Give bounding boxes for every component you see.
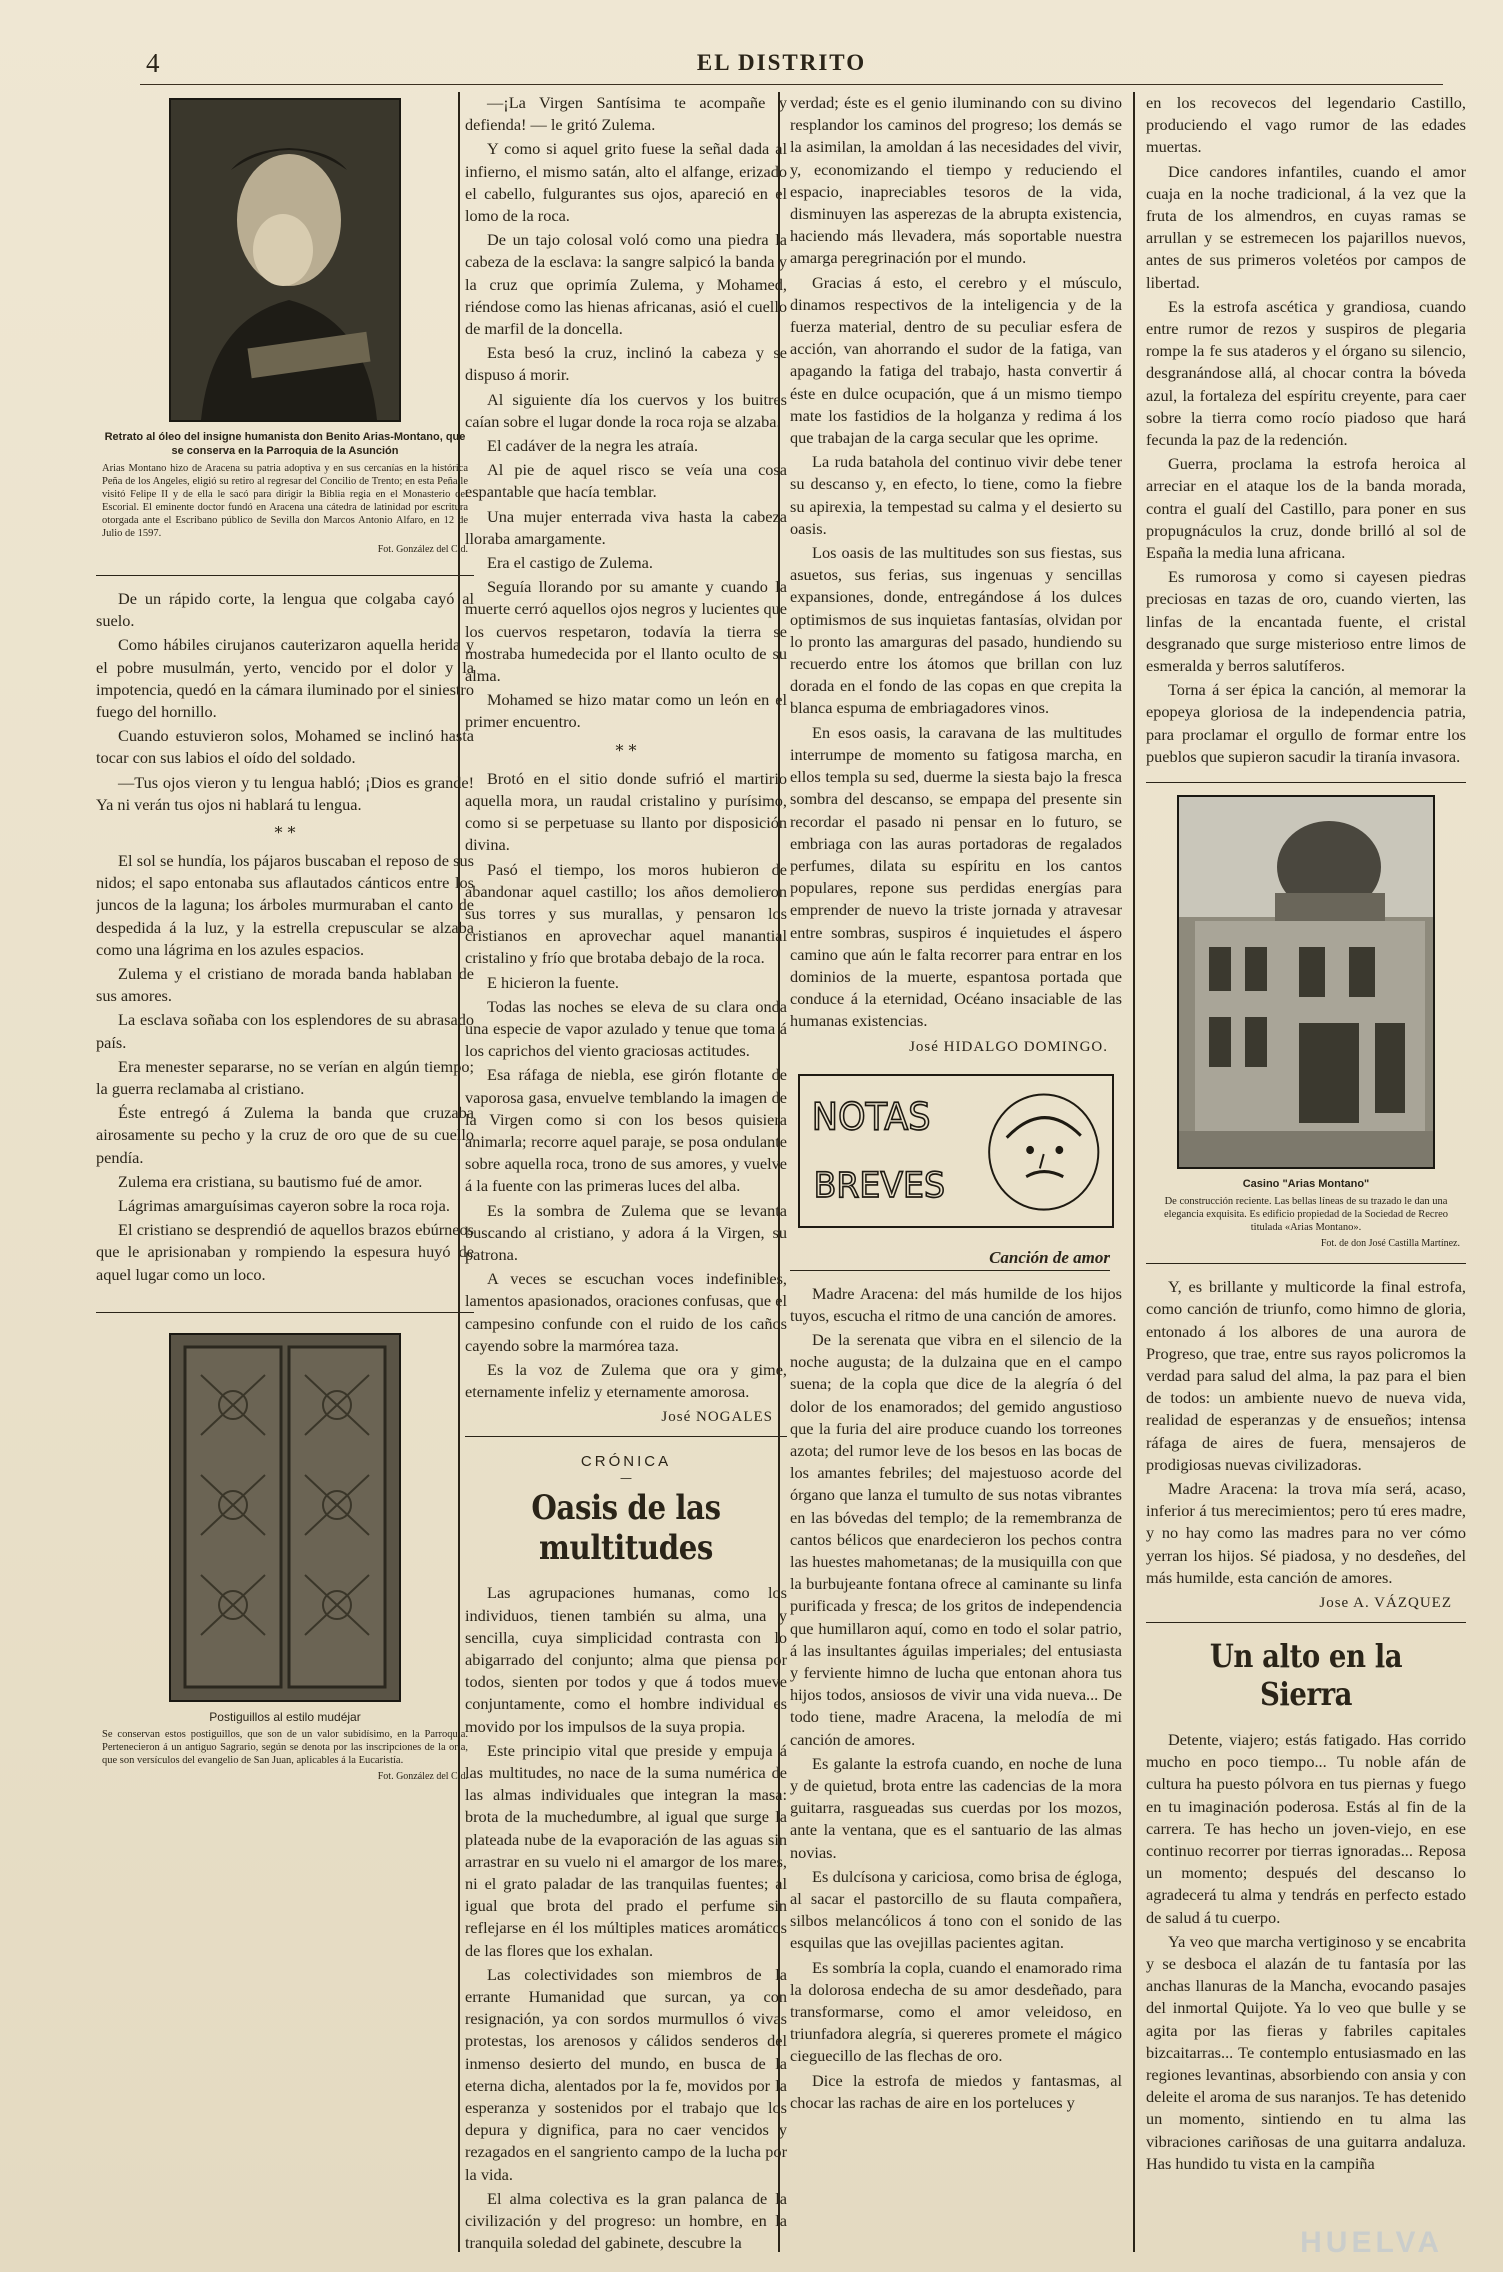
author-signature: José HIDALGO DOMINGO. [909,1038,1108,1055]
column-rule [1133,92,1135,2252]
paragraph: Es la voz de Zulema que ora y gime, eternamente infeliz y eternamente amorosa. [465,1359,787,1402]
paragraph: Es rumorosa y como si cayesen piedras preciosas en tazas de oro, cuando vierten, las linfas de la encantada fuente, el cristal desgranado que surge misterioso entre limos de esmeralda y berros salutíferos. [1146,567,1466,676]
paragraph: Torna á ser épica la canción, al memorar la epopeya gloriosa de la independencia patria, para proclamar el orgullo de formar entre los pueblos que supieron sacudir la tiranía invasora. [1146,680,1466,766]
page-header [140,48,1423,78]
breves-title: BREVES [813,1164,946,1206]
column-2 [445,92,787,2252]
divider [96,575,474,576]
casino-photo [1177,795,1435,1169]
casino-caption-title: Casino "Arias Montano" [1242,1178,1370,1191]
article-continuation [790,92,1122,1033]
paragraph: El alma colectiva es la gran palanca de la civilización y del progreso: un hombre, en la tranquila soledad del gabinete, descubre la [465,2188,787,2252]
paragraph: Era el castigo de Zulema. [487,553,653,573]
section-kicker: CRÓNICA [580,1453,672,1471]
paragraph: El cristiano se desprendió de aquellos brazos ebúrneos que le aprisionaban y rompiendo la espesura huyó de aquel lugar como un loco. [96,1220,474,1284]
paragraph: Al siguiente día los cuervos y los buitres caían sobre el lugar donde la roca roja se alzaba. [465,389,787,431]
paragraph: —¡La Virgen Santísima te acompañe y defienda! — le gritó Zulema. [465,93,787,135]
paragraph: E hicieron la fuente. [487,972,619,992]
divider [1146,1263,1466,1264]
alto-sierra-body [1146,1729,1466,2175]
paragraph: Es sombría la copla, cuando el enamorado rima la dolorosa endecha de su amor desdeñado, para transformarse, como el amor veleidoso, en triunfadora alegría, si quereres promete el mágico cieguecillo de las flechas de oro. [790,1957,1122,2066]
notas-breves-drawing [800,1076,1112,1226]
paragraph: En esos oasis, la caravana de las multitudes interrumpe de momento su fatigosa marcha, en ellos templa su sed, duerme la siesta bajo la fresca sombra del descanso, se empapa del presente sin recordar el pasado ni pensar en lo futuro, se embriaga con las auras portadoras de regalados perfumes, dilata su espíritu en los cantos populares, repone sus perdidas energías para emprender de nuevo la triste jornada y atravesar entre sombras, suspiros é inquietudes el áspero camino que aún le falta recorrer para entrar en los dominios de la muerte, espantosa portada que conduce á la eternidad, Océano insaciable de las humanas existencias. [790,722,1122,1031]
paragraph: Es la sombra de Zulema que se levanta buscando al cristiano, y adora á la Virgen, su patrona. [465,1200,787,1264]
paragraph: Zulema era cristiana, su bautismo fué de amor. [118,1171,423,1191]
paragraph: Las agrupaciones humanas, como los individuos, tienen también su alma, una y sencilla, cuya simplicidad contrasta con lo abigarrado del conjunto; alma que piensa por todos, sienten por todos y que á todos mueve conjuntamente, como el hombre individual es movido por los impulsos de la suya propia. [465,1583,787,1736]
paragraph: Las colectividades son miembros de la errante Humanidad que surcan, ya con resignación, ya con sordos murmullos ó vivas protestas, los arenosos y cálidos senderos del inmenso desierto del mundo, en busca de la eterna dicha, alentados por la fe, movidos por la esperanza y sostenidos por el trabajo que los depura y dignifica, para no caer vencidos y rezagados en el sangriento campo de la lucha por la vida. [465,1964,787,2184]
story-continuation-a [96,588,474,816]
author-signature: José NOGALES [661,1409,773,1426]
portrait-credit: Fot. González del Cid. [377,544,468,555]
door-photo [169,1333,401,1702]
divider [465,1436,787,1437]
paragraph: Seguía llorando por su amante y cuando la muerte cerró aquellos ojos negros y lucientes que los cuervos respetaron, todavía la tierra se mostraba humedecida por el llanto oculto de su alma. [465,577,787,686]
column-1 [96,92,474,2252]
paragraph: Dice candores infantiles, cuando el amor cuaja en la noche tradicional, á la vez que la fruta de los almendros, en cuyas ramas se arrullan y se estremecen los pajarillos nuevos, antes de sus primeros voletéos por campos de libertad. [1146,161,1466,292]
paragraph: La ruda batahola del continuo vivir debe tener su descanso y, en efecto, lo tiene, como la fiebre su apirexia, la tempestad su calma y el desierto su oasis. [790,452,1122,538]
divider [1146,782,1466,783]
portrait-caption-title: Retrato al óleo del insigne humanista don Benito Arias-Montano, que se conserva en la Parroquia de la Asunción [104,431,466,457]
paragraph: Ya veo que marcha vertiginoso y se encabrita y se desboca el alazán de tu fantasía por las anchas llanuras de la Mancha, evocando pasajes del inmortal Quijote. Ya lo veo que bulle y se agita por las fieras y fabriles capitales bizcaitarras... Te contemplo entusiasmado en las regiones levantinas, absorbiendo con ansia y con deleite el aroma de sus naranjos. Te has detenido un momento, sintiendo en tu alma las vibraciones cariñosas de una guitarra andaluza. Has hundido tu vista en la campiña [1146,1931,1466,2173]
page-number: 4 [146,48,160,78]
paragraph: Es galante la estrofa cuando, en noche de luna y de quietud, brota entre las cadencias de la mora guitarra, rasgueadas sus cuerdas por los mozos, ante la ventana, que es el santuario de las almas novias. [790,1753,1122,1862]
newspaper-title: EL DISTRITO [696,50,867,75]
paragraph: Cuando estuvieron solos, Mohamed se inclinó hasta tocar con sus labios el oído del soldado. [96,726,474,768]
paragraph: Todas las noches se eleva de su clara onda una especie de vapor azulado y tenue que toma á los caprichos del viento graciosas actitudes. [465,996,787,1061]
paragraph: El cadáver de la negra les atraía. [487,436,699,456]
article-headline: Oasis de las multitudes [531,1488,721,1569]
paragraph: De la serenata que vibra en el silencio de la noche augusta; de la dulzaina que en el campo suena; de la copla que dice de la alegría ó del dolor de los enamorados; del gemido angustioso que la furia del aire produce cuando los torreones azota; del rumor leve de los besos en las bocas de los amantes febriles; del majestuoso acorde del órgano que lanza el tumulto de sus notas vibrantes en las bóvedas del templo; de la remembranza de cantos bélicos que enardecieron los pechos contra las huestes mahometanas; de la musiquilla con que la burbujeante fontana ofrece al caminante su linfa purificada y fresca; de los gritos de independencia que humillaron aquí, como en todo el solar patrio, á las insultantes águilas imperiales; del entusiasta y ferviente himno de lucha que entonan ahora tus hijos todos, ansiosos de vivir una vida nueva... De todo tiene, madre Aracena, la melodía de mi canción de amores. [790,1329,1122,1749]
casino-credit: Fot. de don José Castilla Martínez. [1320,1238,1460,1250]
paragraph: Es dulcísona y cariciosa, como brisa de égloga, al sacar el pastorcillo de su flauta compañera, silbos melancólicos á tono con el sonido de las esquilas que las ovejillas pacientes agitan. [790,1866,1122,1953]
article-subheading: Canción de amor [790,1248,1110,1271]
divider [1146,1622,1466,1623]
paragraph: Pasó el tiempo, los moros hubieron de abandonar aquel castillo; los años demolieron sus torres y sus murallas, y pensaron los cristianos en aprovechar aquel manantial cristalino y frío que brotaba debajo de la roca. [465,859,787,968]
portrait-caption: Arias Montano hizo de Aracena su patria adoptiva y en sus cercanías en la histórica Peña de los Angeles, eligió su retiro al regresar del Concilio de Trento; en esta Peña le visitó Felipe II y de ella le sacó para dirigir la Biblia regia en el Monasterio del Escorial. El eminente doctor fundó en Aracena una cátedra de latinidad por escritura otorgada ante el Escribano público de Sevilla don Marcos Antonio Alfaro, en 12 de Julio de 1597. [102,463,468,539]
door-credit: Fot. González del Cid. [377,1770,468,1782]
story-continuation-b [96,850,474,1286]
paragraph: Era menester separarse, no se verían en algún tiempo; la guerra reclamaba al cristiano. [96,1056,474,1099]
paragraph: Es la estrofa ascética y grandiosa, cuando entre rumor de rezos y suspiros de plegaria rompe la fe sus ataderos y el órgano su silencio, desgranándose allá, al chocar contra la bóveda azul, la fortaleza del espíritu creyente, para caer sobre la tierra como rocío piadoso que hará fecunda la paz de la redención. [1146,296,1466,450]
door-caption-title: Postiguillos al estilo mudéjar [209,1709,361,1724]
paragraph: De un tajo colosal voló como una piedra la cabeza de la esclava: la sangre salpicó la banda y la cruz que oprimía Zulema, y Mohamed, riéndose como las hienas africanas, asió el cuello de marfil de la doncella. [465,230,787,339]
paragraph: —Tus ojos vieron y tu lengua habló; ¡Dios es grande! Ya ni verán tus ojos ni hablará tu lengua. [96,772,474,814]
kicker-dash: — [620,1471,632,1486]
paragraph: Esta besó la cruz, inclinó la cabeza y se dispuso á morir. [465,343,787,385]
paragraph: en los recovecos del legendario Castillo, produciendo el vago rumor de las edades muertas. [1146,93,1466,157]
notas-breves-box [798,1074,1114,1228]
section-asterism: * * [615,740,637,760]
column-3 [790,92,1122,2252]
casino-building-image [1179,797,1433,1167]
mudejar-door-image [171,1335,399,1700]
header-rule [140,84,1443,85]
archive-watermark: HUELVA [1300,2226,1443,2259]
casino-caption: De construcción reciente. Las bellas líneas de su trazado le dan una elegancia exquisita. Es edificio propiedad de la Sociedad de Recreo titulada «Arias Montano». [1164,1196,1448,1234]
paragraph: El sol se hundía, los pájaros buscaban el reposo de sus nidos; el sapo entonaba sus aflautados cánticos entre los juncos de la laguna; los árboles murmuraban el canto de despedida á la luz, y la estrella crepuscular se alzaba como una lágrima en los azules espacios. [96,851,474,959]
paragraph: A veces se escuchan voces indefinibles, lamentos apasionados, oraciones confusas, que el campesino confunde con el ruido de los caños cayendo sobre la marmórea taza. [465,1269,787,1355]
paragraph: La esclava soñaba con los esplendores de su abrasado país. [96,1010,474,1052]
column-4 [1146,92,1466,2252]
cancion-final [1146,1276,1466,1589]
portrait-image [171,100,399,420]
paragraph: De un rápido corte, la lengua que colgaba cayó al suelo. [96,589,474,631]
paragraph: verdad; éste es el genio iluminando con su divino resplandor los caminos del progreso; los demás se la asimilan, la amoldan á las necesidades del vivir, y, economizando el tiempo y reduciendo el espacio, inapreciables tesoros de la vida, disminuyen las asperezas de la abrupta existencia, haciendo más llevadera, más soportable nuestra amarga peregrinación por el mundo. [790,93,1122,268]
paragraph: Los oasis de las multitudes son sus fiestas, sus asuetos, sus ferias, sus ingenuas y sencillas expansiones, donde, entregándose á los dulces optimismos de sus inquietas fantasías, olvidan por lo pronto las amarguras del pasado, hundiendo su recuerdo entre los átomos que brillan con luz dorada en el fondo de las copas en que crepita la blanca espuma de embriagadores vinos. [790,543,1122,718]
notas-title: NOTAS [811,1095,931,1139]
paragraph: Éste entregó á Zulema la banda que cruzaba airosamente su pecho y la cruz de oro que de su cuello pendía. [96,1103,474,1167]
paragraph: Madre Aracena: del más humilde de los hijos tuyos, escucha el ritmo de una canción de amores. [790,1283,1122,1325]
paragraph: Detente, viajero; estás fatigado. Has corrido mucho en poco tiempo... Tu noble afán de cultura ha puesto pólvora en tus piernas y fuego en tu imaginación poderosa. Estás al fin de la carrera. Te has hecho un joven-viejo, en ese continuo recorrer por tierras ignoradas... Reposa un momento; después del descanso lo agradecerá tu alma y tendrás en perfecto estado de salud á tu cuerpo. [1146,1729,1466,1927]
door-caption: Se conservan estos postiguillos, que son de un valor subidísimo, en la Parroquia. Pertenecieron á un antiguo Sagrario, según se denota por las inscripciones de la orla, que son versículos del evangelio de San Juan, aplicables á la Eucaristía. [102,1728,468,1766]
paragraph: Gracias á esto, el cerebro y el músculo, dinamos respectivos de la inteligencia y de la fuerza material, dentro de su peculiar esfera de acción, van ahorrando el sudor de la fatiga, van apagando la fatiga del trabajo, hasta convertir á éste en dulce ocupación, que á un mismo tiempo mate los fastidios de la holganza y redima á los que trabajan de la carga secular que les oprime. [790,272,1122,448]
paragraph: Dice la estrofa de miedos y fantasmas, al chocar las rachas de aire en los porteluces y [790,2070,1122,2112]
section-asterism: * * [274,823,296,843]
paragraph: Zulema y el cristiano de morada banda hablaban de sus amores. [96,964,474,1006]
portrait-photo [169,98,401,422]
article-body [465,1582,787,2252]
paragraph: Esa ráfaga de niebla, ese girón flotante de vaporosa gasa, envuelve temblando la imagen de la Virgen como si con los besos quisiera animarla; recorre aquel paraje, se posa ondulante sobre aquella roca, trono de sus amores, y vuelve á la fuente con las primeras luces del alba. [465,1065,787,1196]
paragraph: Madre Aracena: la trova mía será, acaso, inferior á tus merecimientos; pero tú eres madre, y no hay como las madres para no ver cómo yerran los hijos. Sé piadosa, y no desdeñes, del más humilde, esta canción de amores. [1146,1478,1466,1587]
story-continuation-c [465,92,787,734]
paragraph: Este principio vital que preside y empuja á las multitudes, no nace de la suma numérica de las almas individuales que integran la masa: brota de la muchedumbre, al igual que surge la plateada nube de la evaporación de las aguas sin arrastrar en su vuelo ni el amargor de los mares, ni el grato paladar de las tranquilas fuentes; al igual que brota del prado el perfume sin reflejarse en él los múltiples matices aromáticos de las flores que los exhalan. [465,1740,787,1960]
cancion-continuation [1146,92,1466,768]
paragraph: Y como si aquel grito fuese la señal dada al infierno, el mismo satán, alto el alfange, erizado el cabello, fulgurantes sus ojos, apareció en el lomo de la roca. [465,139,787,226]
cancion-body [790,1283,1122,2115]
author-signature: Jose A. VÁZQUEZ [1319,1594,1452,1611]
paragraph: Al pie de aquel risco se veía una cosa espantable que hacía temblar. [465,460,787,502]
paragraph: Lágrimas amarguísimas cayeron sobre la roca roja. [118,1196,450,1216]
paragraph: Y, es brillante y multicorde la final estrofa, como canción de triunfo, como himno de gloria, entonado á los albores de una aurora de Progreso, que trae, entre sus rayos policromos la verdad para salud del alma, la paz para el bien de todos: un ambiente nuevo de nueva vida, realidad de esperanzas y de ensueños; intensa ráfaga de aires de fuera, mensajeros de prodigiosas nuevas civilizadoras. [1146,1277,1466,1474]
paragraph: Mohamed se hizo matar como un león en el primer encuentro. [465,690,787,732]
divider [96,1312,474,1313]
paragraph: Guerra, proclama la estrofa heroica al arreciar en el ataque los de la banda morada, contra el gualí del Castillo, para poner en sus propugnáculos la cruz, donde brilló al sol de España la media luna africana. [1146,454,1466,563]
paragraph: Como hábiles cirujanos cauterizaron aquella herida y el pobre musulmán, yerto, vencido por el dolor y la impotencia, quedó en la cámara iluminado por el siniestro fuego del hornillo. [96,635,474,722]
paragraph: Brotó en el sitio donde sufrió el martirio aquella mora, un raudal cristalino y purísimo, como si se perpetuase su llanto por disposición divina. [465,768,787,855]
story-continuation-d [465,768,787,1404]
article-headline: Un alto en la Sierra [1209,1636,1403,1713]
paragraph: Una mujer enterrada viva hasta la cabeza lloraba amargamente. [465,506,787,548]
